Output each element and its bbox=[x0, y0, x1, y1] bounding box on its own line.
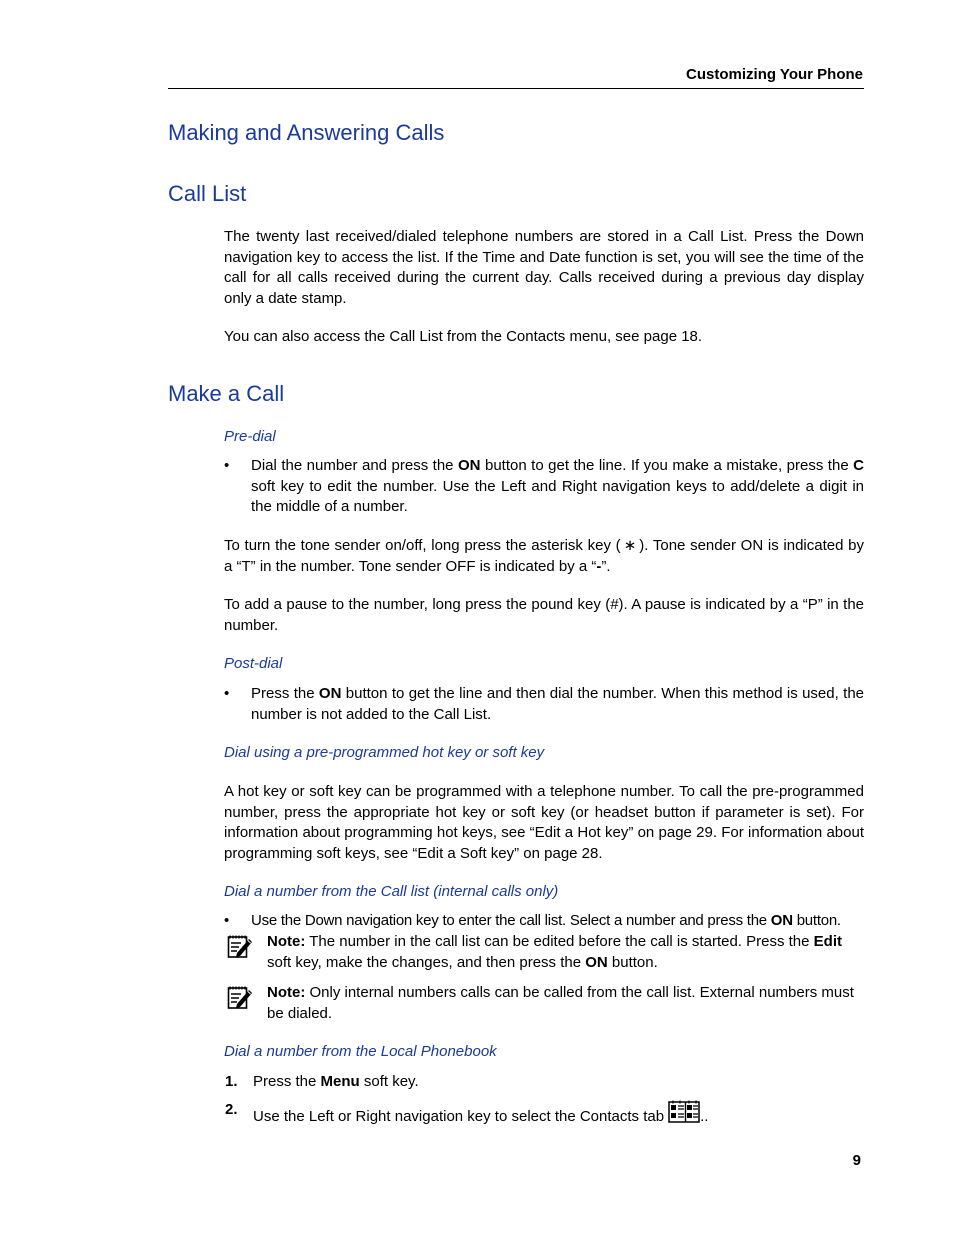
pre-dial-bullet-text: Dial the number and press the ON button to get the line. If you make a mistake, press the C soft key to edit the number. Use the Left and Right navigation keys to add/delete a digit in the middle of a number. bbox=[251, 457, 864, 515]
call-list-dial-bullet-text: Use the Down navigation key to enter the call list. Select a number and press the ON button. bbox=[251, 912, 841, 929]
step-text: Use the Left or Right navigation key to select the Contacts tab .. bbox=[253, 1100, 708, 1128]
step-number: 2. bbox=[225, 1101, 238, 1118]
subheading-pre-dial: Pre-dial bbox=[224, 428, 276, 445]
page-number: 9 bbox=[852, 1152, 861, 1169]
call-list-paragraph-1: The twenty last received/dialed telephone numbers are stored in a Call List. Press the Down navigation key to access the list. If the Time and Date function is set, you will see the time of the call for all calls received during the current day. Calls received during a previous day display only a date stamp. bbox=[224, 228, 864, 307]
section-title-call-list: Call List bbox=[168, 181, 247, 206]
bullet-marker: • bbox=[224, 457, 230, 474]
asterisk-symbol: ∗ bbox=[623, 537, 637, 554]
call-list-paragraph-2: You can also access the Call List from the Contacts menu, see page 18. bbox=[224, 328, 703, 345]
section-title-making-answering: Making and Answering Calls bbox=[168, 120, 445, 145]
running-header: Customizing Your Phone bbox=[686, 66, 863, 83]
bullet-marker: • bbox=[224, 912, 230, 929]
step-text: Press the Menu soft key. bbox=[253, 1073, 419, 1090]
hot-key-paragraph: A hot key or soft key can be programmed with a telephone number. To call the pre-programmed number, press the appropriate hot key or soft key (or headset button if parameter is set). For information about programming hot keys, see “Edit a Hot key” on page 29. For information about programming soft keys, see “Edit a Soft key” on page 28. bbox=[224, 783, 864, 862]
step-number: 1. bbox=[225, 1073, 238, 1090]
post-dial-bullet-text: Press the ON button to get the line and then dial the number. When this method is used, the number is not added to the Call List. bbox=[251, 685, 864, 723]
note-2-text: Note: Only internal numbers calls can be called from the call list. External numbers must be dialed. bbox=[267, 984, 854, 1022]
contacts-tab-icon bbox=[668, 1100, 700, 1124]
subheading-local-phonebook: Dial a number from the Local Phonebook bbox=[224, 1043, 497, 1060]
note-pencil-icon bbox=[227, 984, 253, 1010]
section-title-make-a-call: Make a Call bbox=[168, 381, 285, 406]
note-pencil-icon bbox=[227, 933, 253, 959]
subheading-call-list-dial: Dial a number from the Call list (internal calls only) bbox=[224, 883, 559, 900]
note-1-text: Note: The number in the call list can be edited before the call is started. Press the Edit soft key, make the changes, and then press the ON button. bbox=[267, 933, 843, 971]
header-rule bbox=[168, 88, 864, 89]
bullet-marker: • bbox=[224, 685, 230, 702]
subheading-hot-key: Dial using a pre-programmed hot key or soft key bbox=[224, 744, 545, 761]
tone-sender-paragraph: To turn the tone sender on/off, long press the asterisk key ( ∗ ). Tone sender ON is indicated by a “T” in the number. Tone sender OFF is indicated by a “-”. bbox=[224, 537, 864, 575]
pause-paragraph: To add a pause to the number, long press the pound key (#). A pause is indicated by a “P” in the number. bbox=[224, 596, 864, 634]
subheading-post-dial: Post-dial bbox=[224, 655, 283, 672]
